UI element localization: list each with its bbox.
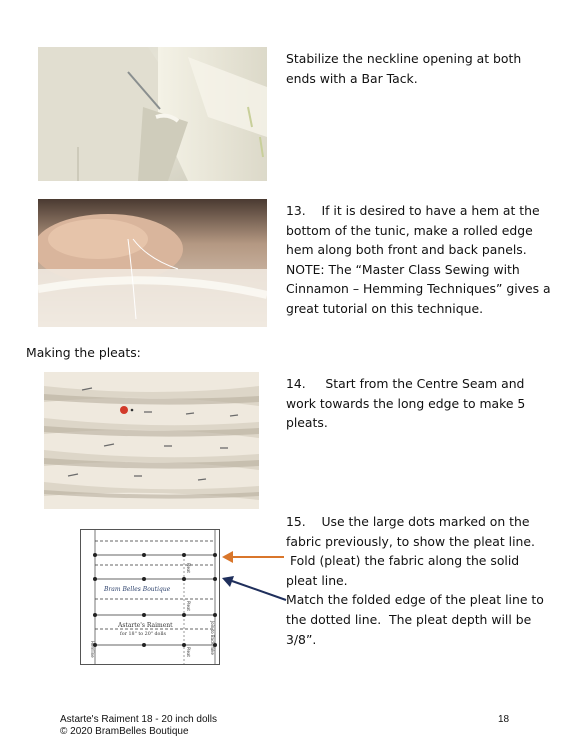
text-line: 14. Start from the Centre Seam and: [286, 376, 525, 391]
text-line: the dotted line. The pleat depth will be: [286, 611, 532, 627]
step-12-text: [286, 49, 556, 88]
text-line: work towards the long edge to make 5: [286, 395, 526, 411]
text-line: 13. If it is desired to have a hem at the: [286, 203, 540, 218]
orange-arrow-icon: [222, 550, 286, 564]
step-15-text: [286, 512, 568, 649]
photo-pleats-graphic: [44, 372, 259, 509]
photo-hem-graphic: [38, 199, 267, 327]
pleat-pattern-diagram: [80, 529, 220, 665]
photo-neckline-bar-tack: [38, 47, 267, 181]
text-line: pleats.: [286, 415, 328, 431]
diagram-logo-text: Bram Belles Boutique: [104, 586, 171, 593]
photo-pleats: [44, 372, 259, 509]
diagram-pleat-label: Pleat: [186, 563, 191, 574]
footer-title: Astarte's Raiment 18 - 20 inch dolls: [60, 714, 217, 725]
diagram-left-label: Hemline: [90, 641, 95, 658]
text-line: Fold (pleat) the fabric along the solid: [286, 553, 520, 569]
step-13-text: [286, 201, 566, 319]
text-line: NOTE: The “Master Class Sewing with: [286, 261, 520, 277]
footer-copyright: © 2020 BramBelles Boutique: [60, 726, 189, 737]
text-line: Cinnamon – Hemming Techniques” gives a: [286, 281, 551, 297]
step-14-text: [286, 374, 566, 433]
photo-rolled-hem: [38, 199, 267, 327]
text-line: fabric previously, to show the pleat line.: [286, 533, 535, 549]
text-line: bottom of the tunic, make a rolled edge: [286, 222, 533, 238]
text-line: great tutorial on this technique.: [286, 300, 484, 316]
text-line: Stabilize the neckline opening at both: [286, 51, 522, 66]
diagram-pleat-label: Pleat: [186, 601, 191, 612]
navy-arrow-icon: [222, 576, 288, 602]
diagram-pleat-label: Pleat: [186, 647, 191, 658]
text-line: 15. Use the large dots marked on the: [286, 514, 530, 529]
pattern-piece-graphic: [80, 529, 220, 665]
text-line: pleat line.: [286, 572, 348, 588]
diagram-right-label: Join to Back Yoke: [210, 621, 215, 655]
text-line: ends with a Bar Tack.: [286, 70, 418, 86]
text-line: hem along both front and back panels.: [286, 242, 527, 258]
photo-neckline-graphic: [38, 47, 267, 181]
text-line: Match the folded edge of the pleat line to: [286, 592, 544, 608]
diagram-subtitle: for 18" to 20" dolls: [120, 632, 166, 637]
diagram-title: Astarte's Raiment: [118, 622, 173, 629]
section-heading-making-pleats: Making the pleats:: [26, 345, 141, 360]
page-number: 18: [498, 714, 510, 725]
text-line: 3/8”.: [286, 631, 317, 647]
